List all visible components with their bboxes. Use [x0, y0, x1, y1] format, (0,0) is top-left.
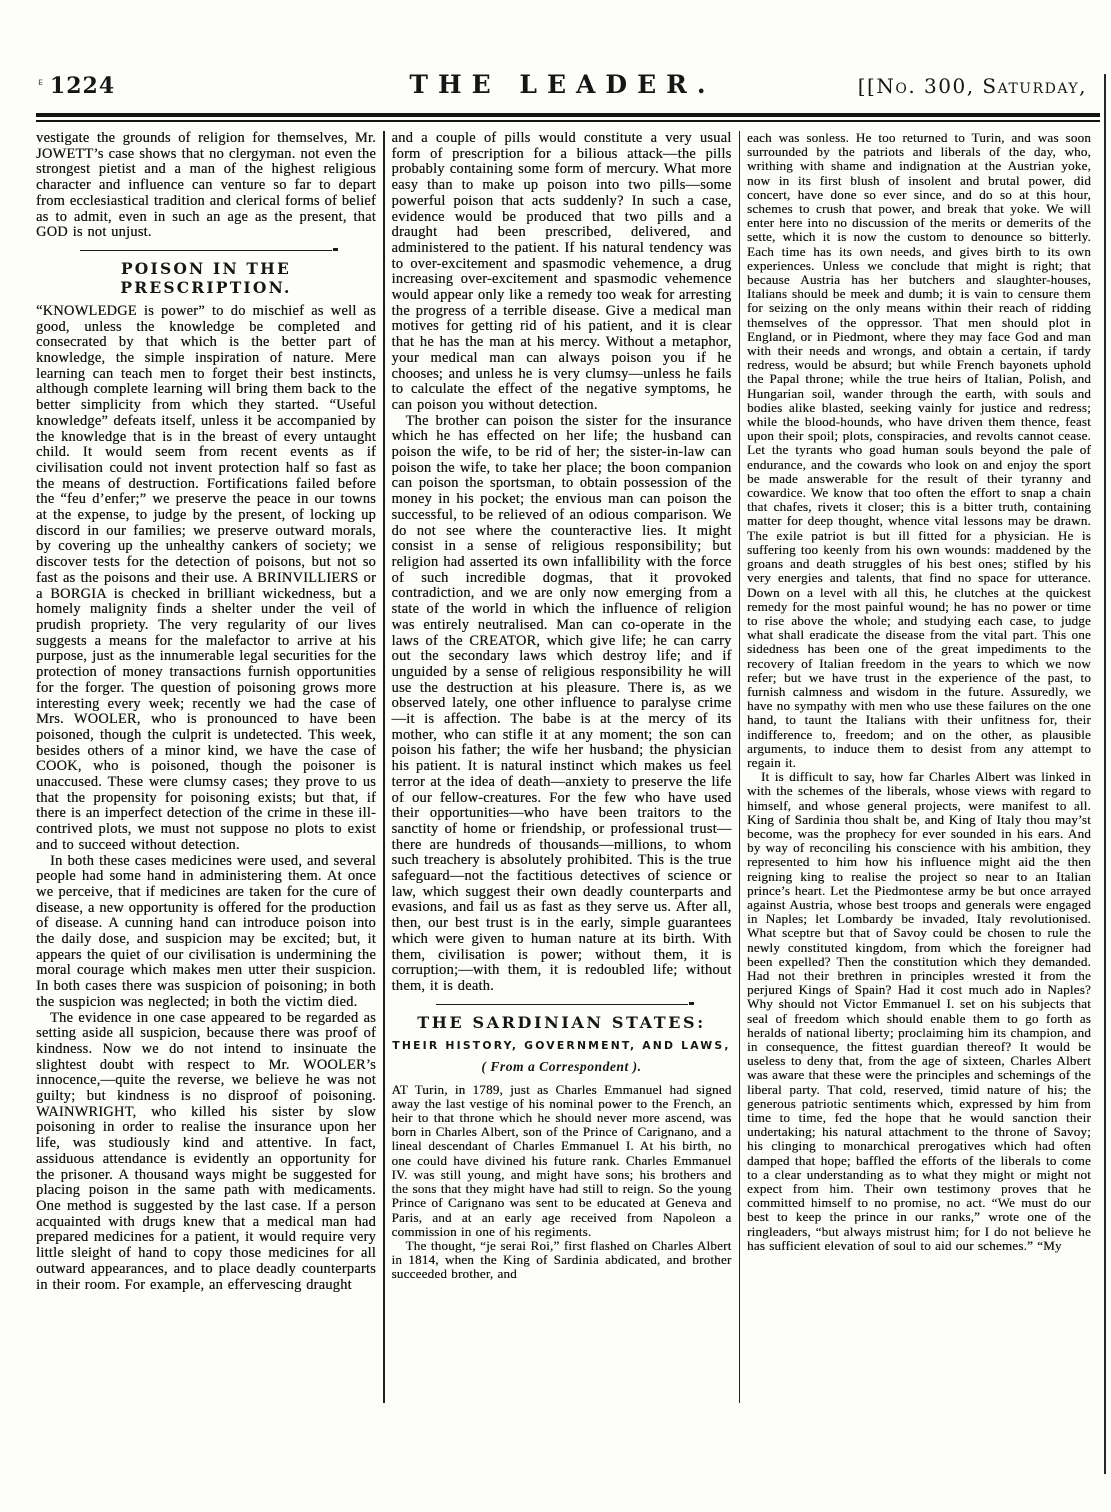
paragraph: “KNOWLEDGE is power” to do mischief as well as good, unless the knowledge be completed and consecrated by that which is the better part of knowledge, the simple inspiration of nature. Mere learning can teach men to forget their best instincts, although complete learning will bring them back to the better simplicity from which they started. “Useful knowledge” defeats itself, unless it be accompanied by the knowledge that is in the breast of every untaught child. It would seem from recent events as if civilisation could not invent protection half so fast as the means of destruction. Fortifications failed before the “feu d’enfer;” we preserve the peace in our towns at the expense, to judge by the present, of locking up discord in our families; we preserve outward morals, by covering up the unhealthy cankers of society; we discover tests for the detection of poisons, but not so fast as the poisons and their use. A BRINVILLIERS or a BORGIA is checked in brilliant wickedness, but a homely malignity finds a shelter under the veil of prudish propriety. The very regularity of our lives suggests a means for the malefactor to arrive at his purpose, just as the innumerable legal securities for the protection of money transactions furnish opportunities for the forger. The question of poisoning grows more interesting every week; recently we had the case of Mrs. WOOLER, who is pronounced to have been poisoned, though the culprit is undetected. This week, besides others of a minor kind, we have the case of COOK, who is poisoned, though the poisoner is unaccused. These were clumsy cases; they prove to us that the propensity for poisoning exists; but that, if there is an imperfect detection of the crime in these ill-contrived plots, we must not suppose no plots to exist and to succeed without detection.: [36, 302, 376, 853]
newspaper-title: THE LEADER.: [409, 70, 716, 99]
column-3: [747, 131, 1091, 1253]
paragraph: It is difficult to say, how far Charles Albert was linked in with the schemes of the liberals, whose views with regard to himself, and whose general projects, were manifest to all. King of Sardinia thou shalt be, and King of Italy thou may’st become, was the prophecy for ever sounded in his ears. And by way of reconciling his conscience with his ambition, they represented to him how his influence might aid the then reigning king to realise the project so near to an Italian prince’s heart. Let the Piedmontese army be but once arrayed against Austria, whose best troops and generals were engaged in Naples; let Lombardy be invaded, Italy revolutionised. What sceptre but that of Savoy could be chosen to rule the newly constituted kingdom, from which the foreigner had been expelled? Then the constitution which they demanded. Had not their brethren in principles wrested it from the perjured Kings of Spain? Had it cost much ado in Naples? Why should not Victor Emmanuel I. set on his subjects that seal of freedom which should enable them to go forth as heralds of national liberty; proclaiming him its champion, and in consequence, the fittest guardian thereof? It would be useless to deny that, from the age of sixteen, Charles Albert was aware that these were the principles and schemings of the liberal party. That cold, reserved, timid nature of his; the generous patriotic sentiments which, expressed by him from time to time, fed the hope that he would sanction their undertaking; his natural attachment to the throne of Savoy; his clinging to monarchical prerogatives which had often damped that hope; baffled the efforts of the liberals to come to a clear understanding as to what they might or might not expect from him. Their own testimony proves that he committed himself to no promise, no act. “We must do our best to keep the prince in our ranks,” wrote one of the ringleaders, “but always mistrust him; for I do not believe he has sufficient elevation of soul to aid our schemes.” “My: [747, 769, 1091, 1253]
scan-right-edge-rule: [1104, 74, 1106, 1474]
page-number: 1224: [49, 73, 116, 99]
column-divider-rule: [383, 131, 385, 1403]
article-byline: ( From a Correspondent ).: [481, 1058, 642, 1074]
paragraph: The thought, “je serai Roi,” first flashed on Charles Albert in 1814, when the King of Sardinia abdicated, and brother succeeded brother, and: [391, 1237, 732, 1282]
article-divider-rule: [80, 250, 332, 251]
column-divider-rule: [739, 131, 741, 1403]
masthead-right: [716, 74, 1087, 98]
column-1: [36, 131, 376, 1293]
column-area: [36, 131, 1102, 1403]
article-continuation-paragraph: each was sonless. He too returned to Turin, and was soon surrounded by the patriots and liberals of the day, who, writhing with shame and indignation at the Austrian yoke, now in its first blush of insolent and brutal power, did concert, have done so ever since, and do so at this hour, schemes to crush that power, and break that yoke. We will enter here into no discussion of the merits or demerits of the sette, which it is now the custom to denounce so bitterly. Each time has its own needs, and gives birth to its own experiences. Unless we conclude that might is right; that because Austria has her butchers and slaughter-houses, Italians should be meek and dumb; it is vain to censure them for seizing on the only means within their reach of ridding themselves of the oppressor. That men should plot in England, or in Piedmont, where they may face God and man with their needs and wrongs, and obtain a certain, if tardy redress, would be absurd; but while French bayonets uphold the Papal throne; while the true heirs of Italian, Polish, and Hungarian soil, wander through the earth, with souls and bodies alike blasted, seeking vainly for justice and redress; while the blood-hounds, who have driven them thence, feast upon their spoil; plots, conspiracies, and revolts cannot cease. Let the tyrants who goad human souls beyond the pale of endurance, and the cowards who look on and enjoy the sport be made answerable for the result of their tyranny and cowardice. We know that too often the effort to snap a chain that chafes, rivets it closer; this is a bitter truth, containing matter for deep thought, whence vital lessons may be drawn. The exile patriot is but ill fitted for a physician. He is suffering too keenly from his own wounds: maddened by the groans and death struggles of his best ones; stifled by his very energies and talents, that find no space for utterance. Down on a level with all this, he clutches at the quickest remedy for the most painful wound; he has no power or time to rise above the whole; and studying each case, to judge what shall eradicate the disease from the vital part. This one sidedness has been one of the great impediments to the recovery of Italian freedom in the years to which we now refer; but we have trust in the experience of the past, to furnish calmness and wisdom in the future. Assuredly, we have no sympathy with men who use these failures on the one hand, to taunt the Italians with their unfitness for, their indifference to, freedom; and on the other, as plausible arguments, to induce them to desist from any attempt to regain it.: [747, 130, 1091, 770]
article-continuation-paragraph: and a couple of pills would constitute a very usual form of prescription for a bilious attack—the pills probably containing some form of mercury. What more easy than to make up poison into two pills—some powerful poison that acts suddenly? In such a case, evidence would be produced that two pills and a draught had been prescribed, delivered, and administered to the patient. If his natural tendency was to over-excitement and spasmodic vehemence, a drug increasing over-excitement and spasmodic vehemence would appear only like a remedy too weak for arresting the progress of a terrible disease. Give a medical man motives for getting rid of his patient, and it is clear that he has the man at his mercy. Without a metaphor, your medical man can always poison you if he chooses; and unless he is very clumsy—unless he fails to calculate the effect of the negative symptoms, he can poison you without detection.: [391, 130, 732, 413]
paragraph: The brother can poison the sister for the insurance which he has effected on her life; the husband can poison the wife, to be rid of her; the sister-in-law can poison the wife, to take her place; the boon companion can poison the sportsman, to obtain possession of the money in his pocket; the envious man can poison the successful, to be relieved of an odious comparison. We do not see where the counteractive lies. It might consist in a sense of religious responsibility; but religion had asserted its own infallibility with the force of such incredible dogmas, that it provoked contradiction, and we are only now emerging from a state of the world in which the influence of religion was entirely neutralised. Man can co-operate in the laws of the CREATOR, which give life; he can carry out the secondary laws which destroy life; and if unguided by a sense of religious responsibility he will use the destruction at his pleasure. There is, as we observed lately, one other influence to paralyse crime—it is affection. The babe is at the mercy of its mother, who can stifle it at any moment; the son can poison his father; the wife her husband; the physician his patient. It is natural instinct which makes us feel terror at the idea of death—anxiety to preserve the life of our fellow-creatures. For the few who have used their opportunities—who have been traitors to the sanctity of home or friendship, or professional trust—there are hundreds of thousands—millions, to whom such treachery is absolutely prohibited. This is the true safeguard—not the factitious detectives of science or law, which suggest their own deadly counterparts and evasions, and fail us as fast as they serve us. After all, then, our best trust is in the early, simple guarantees which were given to human nature at its birth. With them, civilisation is power; without them, it is corruption;—with them, it is redoubled life; without them, it is death.: [391, 412, 732, 994]
paragraph: The evidence in one case appeared to be regarded as setting aside all suspicion, because there was proof of kindness. Now we do not intend to insinuate the slightest doubt with respect to Mr. WOOLER’s innocence,—quite the reverse, we believe he was not guilty; but kindness is no disproof of poisoning. WAINWRIGHT, who killed his sister by slow poisoning in order to realise the insurance upon her life, was studiously kind and attentive. In fact, assiduous attendance is evidently an opportunity for the prisoner. A thousand ways might be suggested for placing poison in the same path with medicaments. One method is suggested by the last case. If a person acquainted with drugs knew that a medical man had prepared medicines for a patient, it would require very little sleight of hand to copy those medicines for all outward appearances, and to place deadly counterparts in their room. For example, an effervescing draught: [36, 1009, 376, 1293]
issue-label: [[No. 300, Saturday,: [857, 74, 1088, 98]
masthead-double-rule: [36, 113, 1100, 122]
article-subheading: THEIR HISTORY, GOVERNMENT, AND LAWS,: [392, 1038, 731, 1052]
column-2: [392, 131, 732, 1282]
print-artifact-mark: ᴇ: [38, 77, 43, 88]
article-divider-rule: [436, 1004, 688, 1005]
paragraph: In both these cases medicines were used, and several people had some hand in administering them. At once we perceive, that if medicines are taken for the cure of disease, a new opportunity is offered for the production of disease. A cunning hand can introduce poison into the daily dose, and suspicion may be excited; but, it appears the quiet of our civilisation is undermining the moral courage which makes men utter their suspicion. In both cases there was suspicion of poisoning; in both the suspicion was neglected; in both the victim died.: [36, 852, 376, 1010]
article-heading-poison: POISON IN THE PRESCRIPTION.: [120, 258, 292, 297]
article-heading-sardinian-states: THE SARDINIAN STATES:: [417, 1012, 706, 1032]
masthead-left: [38, 73, 409, 99]
masthead: [38, 70, 1087, 99]
article-continuation-paragraph: vestigate the grounds of religion for themselves, Mr. JOWETT’s case shows that no clergyman. not even the strongest pietist and a man of the highest religious character and influence can venture so far to depart from ecclesiastical tradition and clerical forms of belief as to admit, even in such an age as the present, that GOD is not unjust.: [36, 130, 376, 241]
paragraph: AT Turin, in 1789, just as Charles Emmanuel had signed away the last vestige of his nominal power to the French, an heir to that throne which he should never more ascend, was born in Charles Albert, son of the Prince of Carignano, and a lineal descendant of Charles Emmanuel I. At his birth, no one could have divined his future rank. Charles Emmanuel IV. was still young, and might have sons; his brothers and the sons that they might have had still to reign. So the young Prince of Carignano was sent to be educated at Geneva and Paris, and at an early age received from Napoleon a commission in one of his regiments.: [391, 1081, 732, 1239]
